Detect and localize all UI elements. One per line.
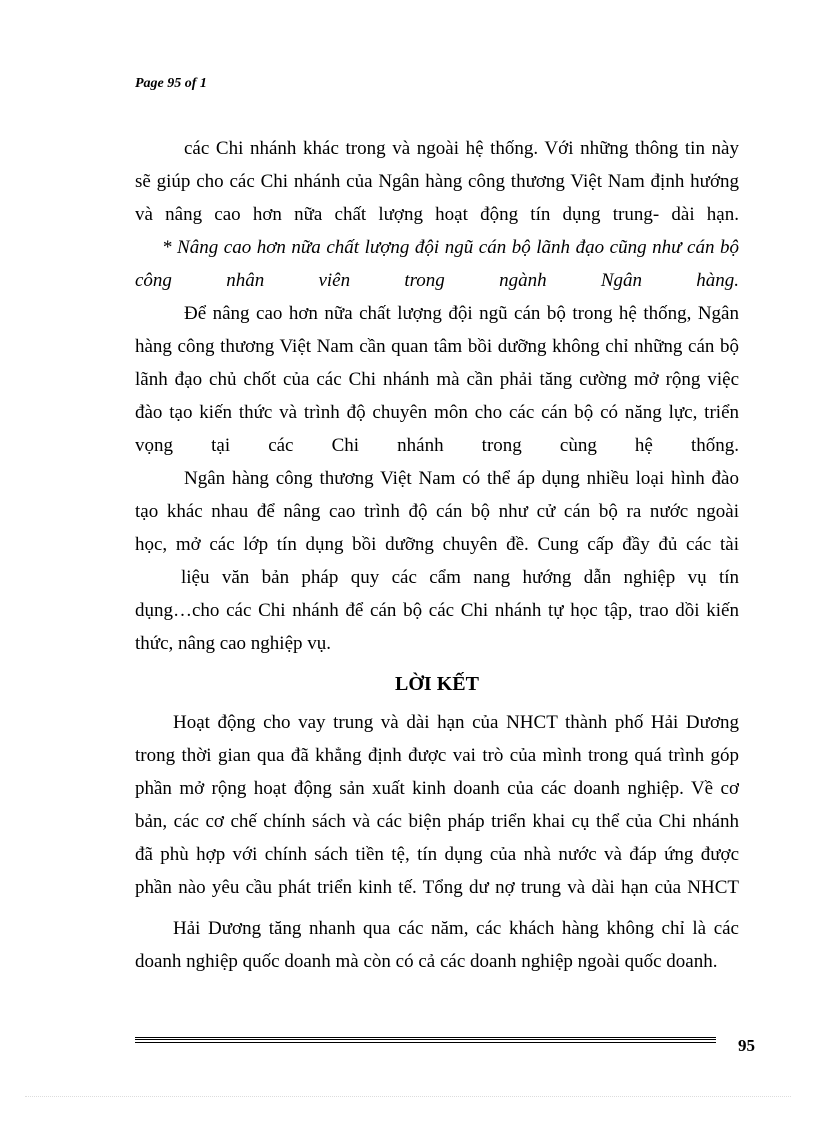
text-line: tạo khác nhau để nâng cao trình độ cán bộ như cử cán bộ ra nước ngoài (135, 501, 739, 522)
text-line: học, mở các lớp tín dụng bồi dưỡng chuyên đề. Cung cấp đầy đủ các tài (135, 534, 739, 555)
text-line: sẽ giúp cho các Chi nhánh của Ngân hàng công thương Việt Nam định hướng (135, 171, 739, 192)
page-number: 95 (738, 1036, 755, 1055)
text-line: đã phù hợp với chính sách tiền tệ, tín dụng của nhà nước và đáp ứng được (135, 844, 739, 865)
text-line: bản, các cơ chế chính sách và các biện pháp triển khai cụ thể của Chi nhánh (135, 811, 739, 832)
text-line: phần nào yêu cầu phát triển kinh tế. Tổng dư nợ trung và dài hạn của NHCT (135, 877, 739, 898)
section-heading: LỜI KẾT (395, 673, 479, 695)
text-line: thức, nâng cao nghiệp vụ. (135, 633, 332, 654)
text-line: doanh nghiệp quốc doanh mà còn có cả các doanh nghiệp ngoài quốc doanh. (135, 951, 718, 972)
text-line: Hải Dương tăng nhanh qua các năm, các khách hàng không chỉ là các (173, 918, 739, 939)
text-line: lãnh đạo chủ chốt của các Chi nhánh mà cần phải tăng cường mở rộng việc (135, 369, 739, 390)
text-line: các Chi nhánh khác trong và ngoài hệ thống. Với những thông tin này (184, 138, 739, 159)
document-body (135, 132, 739, 978)
text-line: vọng tại các Chi nhánh trong cùng hệ thống. (135, 435, 739, 456)
page-bottom-divider (25, 1096, 791, 1097)
page-header-label: Page 95 of 1 (135, 76, 207, 91)
text-line: trong thời gian qua đã khẳng định được vai trò của mình trong quá trình góp (135, 745, 739, 766)
text-line: dụng…cho các Chi nhánh để cán bộ các Chi nhánh tự học tập, trao dồi kiến (135, 600, 739, 621)
text-line: * Nâng cao hơn nữa chất lượng đội ngũ cán bộ lãnh đạo cũng như cán bộ (162, 237, 739, 258)
text-line: liệu văn bản pháp quy các cẩm nang hướng dẫn nghiệp vụ tín (181, 567, 739, 588)
text-line: Ngân hàng công thương Việt Nam có thể áp dụng nhiều loại hình đào (184, 468, 739, 489)
text-line: đào tạo kiến thức và trình độ chuyên môn cho các cán bộ có năng lực, triển (135, 402, 739, 423)
text-line: hàng công thương Việt Nam cần quan tâm bồi dưỡng không chỉ những cán bộ (135, 336, 739, 357)
text-line: công nhân viên trong ngành Ngân hàng. (135, 270, 739, 291)
text-line: phần mở rộng hoạt động sản xuất kinh doanh của các doanh nghiệp. Về cơ (135, 778, 739, 799)
text-line: Hoạt động cho vay trung và dài hạn của NHCT thành phố Hải Dương (173, 712, 739, 733)
footer-rule (135, 1037, 716, 1043)
text-line: Để nâng cao hơn nữa chất lượng đội ngũ cán bộ trong hệ thống, Ngân (184, 303, 739, 324)
text-line: và nâng cao hơn nữa chất lượng hoạt động tín dụng trung- dài hạn. (135, 204, 739, 225)
